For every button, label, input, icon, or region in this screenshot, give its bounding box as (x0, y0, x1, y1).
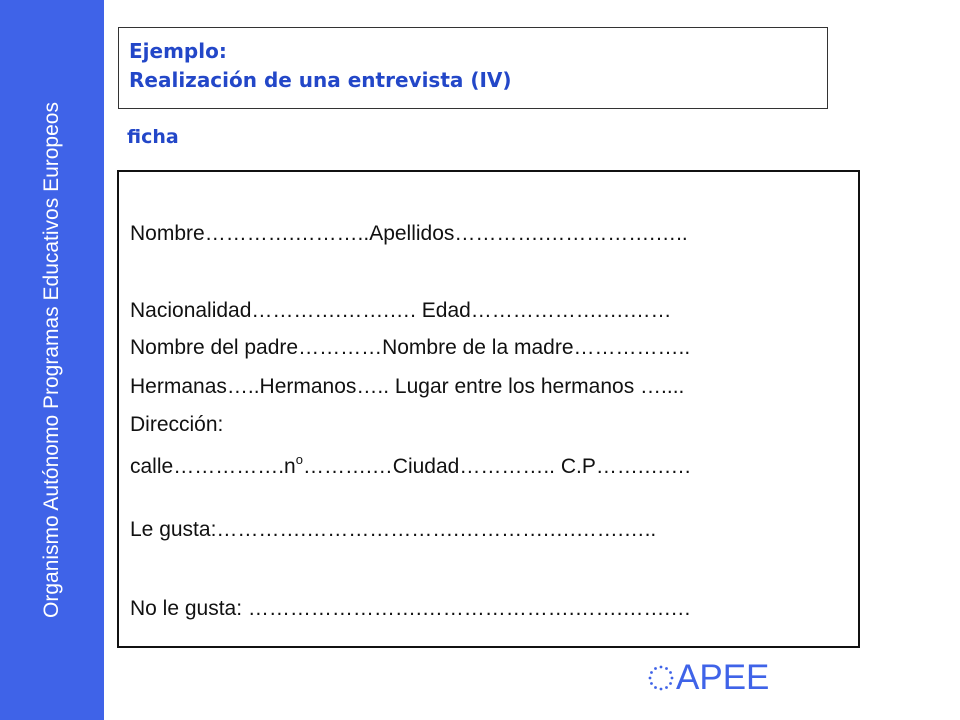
sidebar (0, 0, 104, 720)
logo-dot (660, 666, 663, 669)
logo-dot (669, 682, 672, 685)
subtitle: ficha (127, 126, 179, 148)
street-text-a: calle…………….n (130, 455, 296, 478)
form-line-parents: Nombre del padre…………Nombre de la madre…………….. (130, 336, 691, 359)
logo-dot (671, 677, 674, 680)
title-box (118, 27, 828, 109)
apee-logo (646, 658, 796, 698)
form-box (117, 170, 860, 648)
logo-dot (665, 686, 668, 689)
title-line-2: Realización de una entrevista (IV) (129, 68, 512, 92)
form-line-siblings: Hermanas…..Hermanos….. Lugar entre los hermanos ….... (130, 375, 685, 398)
star-ring-icon (646, 663, 676, 693)
logo-dot (649, 677, 652, 680)
logo-dot (654, 686, 657, 689)
title-line-1: Ejemplo: (129, 39, 227, 63)
logo-dot (665, 667, 668, 670)
form-line-name: Nombre………….………..Apellidos………….…………….….. (130, 222, 688, 245)
logo-dot (660, 688, 663, 691)
sidebar-title: Organismo Autónomo Programas Educativos Europeos (40, 102, 63, 618)
logo-dot (654, 667, 657, 670)
form-line-street (130, 452, 692, 479)
logo-dot (650, 671, 653, 674)
form-line-likes: Le gusta:………….………………….………….….…….….. (130, 518, 657, 541)
logo-text: APEE (676, 658, 770, 697)
form-line-dislikes: No le gusta: …………………….………………….…….…….… (130, 597, 692, 620)
street-text-b: ……….…Ciudad………….. C.P…….….… (302, 455, 692, 478)
logo-dot (669, 671, 672, 674)
form-line-nationality: Nacionalidad………….…….…. Edad……………….….…… (130, 299, 672, 322)
form-line-address-label: Dirección: (130, 413, 224, 436)
street-number-sup: o (295, 452, 303, 467)
logo-dot (650, 682, 653, 685)
